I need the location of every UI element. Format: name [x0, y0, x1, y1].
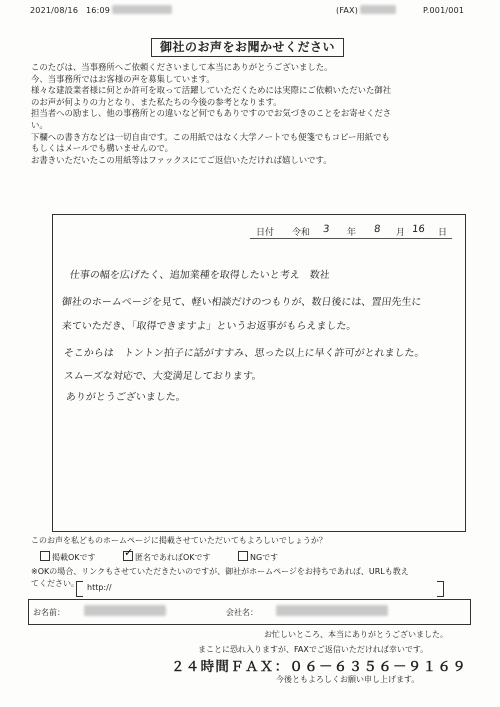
intro-line: このたびは、当事務所へご依頼くださいまして本当にありがとうございました。	[31, 62, 333, 72]
consent-question: このお声を私どものホームページに掲載させていただいてもよろしいでしょうか？	[31, 536, 327, 545]
checkbox-ng[interactable]	[238, 551, 248, 561]
handwritten-line: スムーズな対応で、大変満足しております。	[63, 371, 263, 382]
page-title: 御社のお声をお聞かせください	[151, 38, 344, 57]
fax-time: 16:09	[86, 6, 111, 15]
footer-closing: 今後ともよろしくお願い申し上げます。	[276, 675, 420, 684]
fax-number: ２４時間ＦＡＸ：０６－６３５６－９１６９	[171, 659, 467, 675]
url-bracket-right	[437, 581, 444, 597]
redacted-fax-number	[360, 5, 396, 14]
fax-page: P.001/001	[423, 6, 465, 15]
intro-line: 今、当事務所ではお客様の声を募集しています。	[31, 73, 215, 84]
handwritten-line: 御社のホームページを見て、軽い相談だけのつもりが、数日後には、置田先生に	[61, 297, 422, 308]
date-field	[250, 224, 452, 239]
intro-text	[31, 62, 471, 166]
checkbox-anonymous-ok[interactable]	[123, 551, 133, 561]
handwritten-line: ありがとうございました。	[65, 392, 187, 403]
intro-line: もしくはメールでも構いませんので。	[31, 143, 174, 154]
handwritten-line: そこからは トントン拍子に話がすすみ、思った以上に早く許可がとれました。	[63, 348, 426, 359]
intro-line: お書きいただいたこの用紙等はファックスにてご返信いただければ嬉しいです。	[31, 154, 332, 165]
date-month-unit: 月	[396, 228, 406, 238]
date-era: 令和	[292, 228, 311, 238]
date-month-value: 8	[373, 224, 381, 235]
url-bracket-left	[76, 581, 83, 597]
fax-label: (FAX)	[336, 6, 359, 15]
intro-line: 担当者への励まし、他の事務所との違いなど何でもありですのでお気づきのことをお寄せくださ	[31, 108, 392, 119]
company-label: 会社名：	[226, 608, 258, 617]
date-day-unit: 日	[438, 228, 448, 238]
redacted-company	[276, 605, 388, 616]
option-ng[interactable]	[238, 551, 278, 563]
date-year-unit: 年	[347, 228, 357, 238]
handwritten-line: 来ていただき、「取得できますよ」というお返事がもらえました。	[61, 321, 357, 332]
handwritten-line: 仕事の幅を広げたく、追加業種を取得したいと考え 数社	[69, 270, 331, 281]
option-publish-ok-label: 掲載OKです	[52, 553, 96, 562]
date-day-value: 16	[411, 224, 426, 235]
link-note-line-1: ※OKの場合、リンクもさせていただきたいのですが、御社がホームページをお持ちであれば、URLも教え	[31, 567, 409, 576]
date-year-value: 3	[322, 224, 330, 235]
intro-line: 下欄への書き方などは一切自由です。この用紙ではなく大学ノートでも便箋でもコピー用紙でも	[31, 131, 390, 142]
link-note-line-2: てください。	[31, 579, 79, 588]
option-anonymous-ok-label: 匿名であればOKです	[135, 553, 211, 562]
intro-line: い。	[31, 119, 48, 130]
redacted-sender	[112, 5, 172, 14]
checkbox-publish-ok[interactable]	[40, 551, 50, 561]
date-label: 日付	[256, 228, 275, 238]
option-ng-label: NGです	[250, 553, 279, 562]
footer-thanks: お忙しいところ、本当にありがとうございました。	[264, 630, 448, 639]
redacted-name	[84, 605, 166, 616]
name-label: お名前：	[33, 608, 65, 617]
option-anonymous-ok[interactable]	[123, 551, 211, 563]
url-field[interactable]: http://	[87, 583, 112, 592]
intro-line: のお声が何よりの力となり、また私たちの今後の参考となります。	[31, 96, 282, 107]
fax-date: 2021/08/16	[30, 6, 79, 15]
intro-line: 様々な建設業者様に何とか許可を取って活躍していただくためには実際にご依頼いただいた御社	[31, 85, 392, 96]
footer-fax-request: まことに恐れ入りますが、FAXでご返信いただければ幸いです。	[198, 645, 429, 654]
option-publish-ok[interactable]	[40, 551, 96, 563]
